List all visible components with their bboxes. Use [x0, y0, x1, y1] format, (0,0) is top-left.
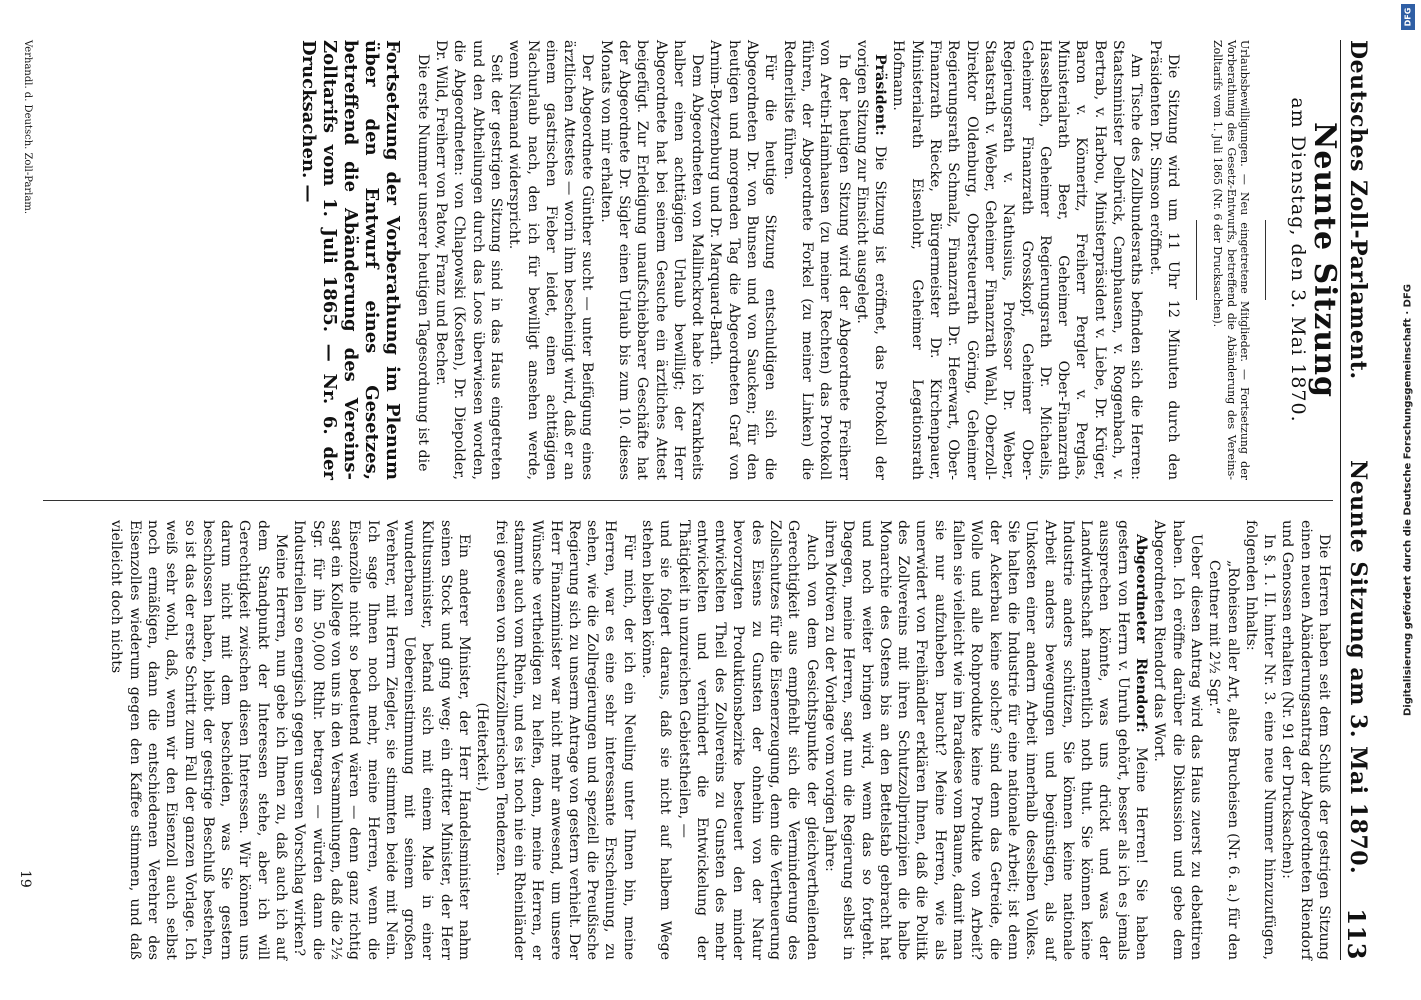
agenda-summary: Urlaubsbewilligungen. — Neu eingetretene Mitglieder. — Fortsetzung der Vorberathung des Gesetz-Entwurfs, betreffend die Abänderung des Vereins-Zolltarifs vom 1. Juli 1865 (Nr. 6 der Drucksachen). — [1211, 40, 1252, 480]
paragraph-excuses: Für die heutige Sitzung entschuldigen sich die Abgeordneten Dr. von Bunsen und von Saucken; für den heutigen und morgenden Tag die Abgeordneten Graf von Arnim-Boytzenburg und Dr. Marquard-Barth. — [707, 40, 779, 480]
paragraph-ministers: Ein anderer Minister, der Herr Handelsminister nahm seinen Stock und ging weg; ein dritter Minister, der Herr Kultusminister, befand sich mit einem Male in einer wunderbaren Uebereinstimmung mit seinem großen Verehrer, mit Herrn Ziegler, sie stimmten beide mit Nein. Ich sage Ihnen noch mehr, meine Herren, wenn die Eisenzölle nicht so bedeutend wären — denn ganz richtig sagt ein Kollege von uns in den Versammlungen, daß die 2½ Sgr. für ihn 50,000 Rthlr. betragen — würden dann die Industriellen so energisch gegen unseren Vorschlag wirken? — [291, 520, 473, 960]
paragraph-interests: Meine Herren, nun gebe ich Ihnen zu, daß auch ich auf dem Standpunkt der Interessen stehe, aber ich will Gerechtigkeit zwischen diesen Interessen. Wir können uns darum nicht mit dem bescheiden, was Sie gestern beschlossen haben, bleibt der gestrige Beschluß bestehen, so ist das der erste Schritt zum Fall der ganzen Vorlage. Ich weiß sehr wohl, daß, wenn wir den Eisenzoll auch selbst noch ermäßigen, dann die entschiedenen Verehrer des Eisenzolles wiederum gegen den Kaffee stimmen, und daß vielleicht doch nichts — [108, 520, 290, 960]
paragraph-conclusion: und sie folgert daraus, daß sie nicht auf halbem Wege stehen bleiben könne. — [639, 520, 674, 960]
paragraph-protocol: In der heutigen Sitzung wird der Abgeordnete Freiherr von Aretin-Haimhausen (zu meiner Rechten) das Protokoll führen, der Abgeordnete Forkel (zu meiner Linken) die Rednerliste führen. — [780, 40, 852, 480]
paragraph-riendorf-speech — [821, 520, 1150, 960]
amendment-quote: „Roheisen aller Art, altes Brucheisen (Nr. 6. a.) für den Centner mit 2½ Sgr.“ — [1206, 560, 1241, 960]
digitization-credit — [1395, 0, 1421, 1000]
speaker-label: Abgeordneter Riendorf: — [1133, 534, 1150, 733]
credit-text: Digitalisierung gefördert durch die Deutsche Forschungsgemeinschaft · DFG — [1402, 284, 1414, 716]
paragraph-new-amendment: Die Herren haben seit dem Schluß der gestrigen Sitzung einen neuen Abänderungsantrag der Abgeordneten Riendorf und Genossen erhalten (Nr. 91 der Drucksachen): — [1279, 520, 1332, 960]
agenda-item-heading: Fortsetzung der Vorberathung im Plenum über den Entwurf eines Gesetzes, betreffend die Abänderung des Vereins-Zolltarifs vom 1. Juli 1865. — Nr. 6. der Drucksachen. — — [298, 40, 404, 480]
signature-mark: 19 — [17, 870, 33, 888]
running-head-left: Deutsches Zoll-Parlament. — [1345, 40, 1371, 380]
running-head-center: Neunte Sitzung am 3. Mai 1870. — [1345, 460, 1371, 875]
running-head — [1341, 40, 1371, 960]
paragraph-debate-open: Ueber diesen Antrag wird das Haus zuerst zu debattiren haben. Ich eröffne darüber die Diskussion und gebe dem Abgeordneten Riendorf das Wort. — [1151, 520, 1204, 960]
paragraph-newcomer: Für mich, der ich ein Neuling unter Ihnen bin, meine Herren, war es eine sehr interessante Erscheinung, zu sehen, wie die Zollregierungen und speziell die Preußische Regierung sich zu unserm Antrage von gestern verhielt. Der Herr Finanzminister war nicht mehr anwesend, um unsere Wünsche vertheidigen zu helfen, denn, meine Herren, er stammt auch vom Rhein, und es ist noch nie ein Rheinländer frei gewesen von schutzzöllnerischen Tendenzen. — [492, 520, 637, 960]
laughter-note: (Heiterkeit.) — [474, 702, 491, 792]
speaker-label: Präsident: — [872, 54, 889, 136]
session-title: Neunte Sitzung — [1307, 121, 1342, 399]
left-column — [43, 40, 1342, 480]
column-divider — [43, 500, 1333, 501]
paragraph-opening: Die Sitzung wird um 11 Uhr 12 Minuten durch den Präsidenten Dr. Simson eröffnet. — [1146, 40, 1181, 480]
paragraph-new-members: Seit der gestrigen Sitzung sind in das Haus eingetreten und den Abtheilungen durch das Loos überwiesen worden, die Abgeordneten: von Chlapowski (Kosten), Dr. Diepolder, Dr. Wild, Freiherr von Patow, Franz und Becher. — [433, 40, 504, 480]
agenda-rule — [1196, 220, 1197, 300]
paragraph-guenther: Der Abgeordnete Günther sucht — unter Beifügung eines ärztlichen Attestes — worin ihm bescheinigt wird, daß er an einem gastrischen Fieber leidet, einen achttägigen Nachurlaub nach, den ich für bewilligt ansehen werde, wenn Niemand widerspricht. — [506, 40, 596, 480]
page-number: 113 — [1342, 908, 1371, 960]
paragraph-leave: Dem Abgeordneten von Mallinckrodt habe ich Krankheits halber einen achttägigen Urlaub bewilligt; der Herr Abgeordnete hat bei seinem Gesuche ein ärztliches Attest beigefügt. Zur Erledigung unaufschiebbarer Geschäfte hat der Abgeordnete Dr. Sigler einen Urlaub bis zum 10. dieses Monats von mir erhalten. — [597, 40, 706, 480]
paragraph-amendment-text: In §. 1. II. hinter Nr. 3. eine neue Nummer hinzuzufügen, folgenden Inhalts: — [1242, 520, 1278, 960]
footer-note: Verhandl. d. Deutsch. Zoll-Parlam. — [22, 40, 33, 215]
right-column — [43, 520, 1333, 960]
title-rule — [1265, 220, 1266, 300]
session-date: am Dienstag, den 3. Mai 1870. — [1286, 97, 1309, 423]
paragraph-attendees: Am Tische des Zollbundesraths befinden sich die Herren: Staatsminister Delbrück, Camphausen, v. Roggenbach, v. Bertrab, v. Harbou, Ministerpräsident v. Liebe, Dr. Krüger, Baron v. Könneritz, Freiherr Pergler v. Perglas, Ministerialrath Beer, Geheimer Ober-Finanzrath Hasselbach, Geheimer Regierungsrath Dr. Michaelis, Geheimer Finanzrath Grosskopf, Geheimer Ober-Regierungsrath v. Nathusius, Professor Dr. Weber, Staatsrath v. Weber, Geheimer Finanzrath Wahl, Oberzoll-Direktor Oldenburg, Obersteuerrath Göring, Geheimer Regierungsrath Schmalz, Finanzrath Dr. Heerwart, Ober-Finanzrath Riecke, Bürgermeister Dr. Kirchenpauer, Ministerialrath Eisenlohr, Geheimer Legationsrath Hofmann. — [890, 40, 1145, 480]
speech-text: Die Sitzung ist eröffnet, das Protokoll der vorigen Sitzung zur Einsicht ausgelegt. — [853, 40, 889, 480]
dfg-logo — [1401, 4, 1415, 30]
paragraph-motives-quote: Auch von dem Gesichtspunkte der gleichvertheilenden Gerechtigkeit aus empfiehlt sich die Verminderung des Zollschutzes für die Eisenerzeugung, denn die Vertheuerung des Eisens zu Gunsten der ohnehin von der Natur bevorzugten Produktionsbezirke besteuert den minder entwickelten Theil des Zollvereins zu Gunsten des mehr entwickelten und verhindert die Entwickelung der Thätigkeit in unzureichen Gebietstheilen, — — [675, 520, 820, 960]
speech-text: Meine Herren! Sie haben gestern von Herrn v. Unruh gehört, besser als ich es jemals aussprechen könnte, was uns drückt und was der Landwirthschaft namentlich noth thut. Sie können keine Industrie anders schützen, Sie können keine nationale Arbeit anders bewegungen und begünstigen, als auf Unkosten einer andern Arbeit innerhalb desselben Volkes. Sie halten die Industrie für eine nationale Arbeit; ist denn der Ackerbau keine solche? sind denn das Getreide, die Wolle und alle Rohprodukte keine Produkte von Arbeit? fallen sie vielleicht wie im Paradiese vom Baume, damit man sie nur aufzuheben braucht? Meine Herren, wie als unerwidert von Freihändler erklären Ihnen, daß die Politik des Zollvereins mit ihren Schutzzollprinzipien die halbe Monarchie des Ostens bis an den Bettelstab gebracht hat und noch weiter bringen wird, wenn das so fortgeht. Dagegen, meine Herren, sagt nun die Regierung selbst in ihren Motiven zu der Vorlage vom vorigen Jahre: — [821, 520, 1150, 960]
paragraph-president — [853, 40, 890, 480]
paragraph-agenda-intro: Die erste Nummer unserer heutigen Tagesordnung ist die — [414, 54, 431, 472]
dfg-logo-text: DFG — [1403, 7, 1413, 27]
